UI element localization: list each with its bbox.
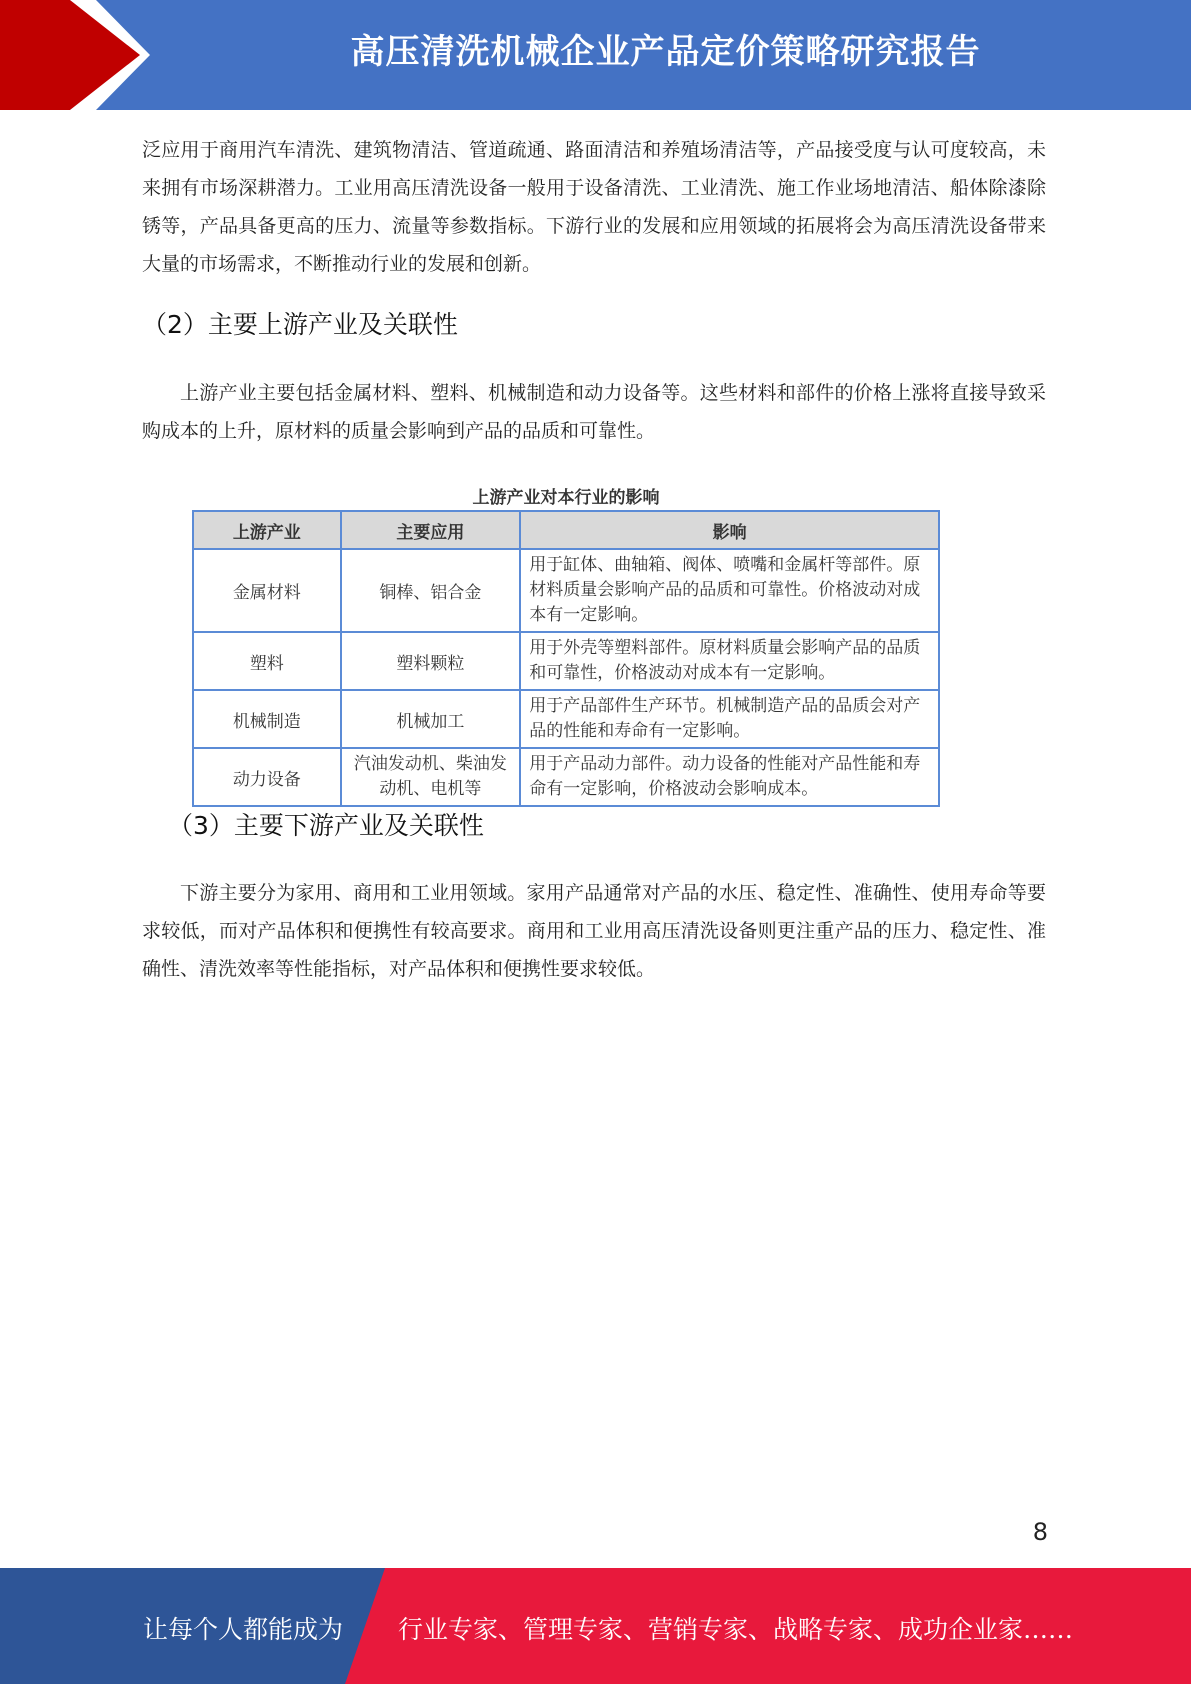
section-heading-3-block xyxy=(168,808,1072,844)
table-cell-application: 机械加工 xyxy=(341,690,521,748)
section-heading-2-block xyxy=(142,307,1046,343)
table-row xyxy=(193,748,939,806)
page-number: 8 xyxy=(1032,1518,1048,1546)
paragraph-downstream-intro: 泛应用于商用汽车清洗、建筑物清洁、管道疏通、路面清洁和养殖场清洁等，产品接受度与认可度较高，未来拥有市场深耕潜力。工业用高压清洗设备一般用于设备清洗、工业清洗、施工作业场地清洁、船体除漆除锈等，产品具备更高的压力、流量等参数指标。下游行业的发展和应用领域的拓展将会为高压清洗设备带来大量的市场需求，不断推动行业的发展和创新。 xyxy=(142,139,1046,275)
paragraph-upstream: 上游产业主要包括金属材料、塑料、机械制造和动力设备等。这些材料和部件的价格上涨将直接导致采购成本的上升，原材料的质量会影响到产品的品质和可靠性。 xyxy=(142,382,1046,442)
table-cell-industry: 动力设备 xyxy=(193,748,341,806)
table-cell-application: 塑料颗粒 xyxy=(341,632,521,690)
table-cell-application: 铜棒、铝合金 xyxy=(341,549,521,632)
table-cell-impact: 用于产品动力部件。动力设备的性能对产品性能和寿命有一定影响，价格波动会影响成本。 xyxy=(520,748,939,806)
table-cell-application: 汽油发动机、柴油发动机、电机等 xyxy=(341,748,521,806)
column-header: 主要应用 xyxy=(341,511,521,549)
table-cell-impact: 用于外壳等塑料部件。原材料质量会影响产品的品质和可靠性，价格波动对成本有一定影响。 xyxy=(520,632,939,690)
page-header xyxy=(0,0,1191,110)
footer-slogan-left: 让每个人都能成为 xyxy=(143,1615,344,1644)
table-cell-industry: 金属材料 xyxy=(193,549,341,632)
table-cell-impact: 用于产品部件生产环节。机械制造产品的品质会对产品的性能和寿命有一定影响。 xyxy=(520,690,939,748)
upstream-influence-table xyxy=(192,510,940,807)
table-row xyxy=(193,549,939,632)
table-row xyxy=(193,690,939,748)
table-cell-industry: 塑料 xyxy=(193,632,341,690)
report-title: 高压清洗机械企业产品定价策略研究报告 xyxy=(350,32,981,72)
page-footer xyxy=(0,1568,1191,1684)
footer-slogan-right: 行业专家、管理专家、营销专家、战略专家、成功企业家…… xyxy=(398,1615,1074,1644)
table-header-row xyxy=(193,511,939,549)
downstream-paragraph-block xyxy=(142,874,1046,988)
column-header: 上游产业 xyxy=(193,511,341,549)
paragraph-downstream: 下游主要分为家用、商用和工业用领域。家用产品通常对产品的水压、稳定性、准确性、使用寿命等要求较低，而对产品体积和便携性有较高要求。商用和工业用高压清洗设备则更注重产品的压力、稳定性、准确性、清洗效率等性能指标，对产品体积和便携性要求较低。 xyxy=(142,882,1046,980)
section-heading-upstream: （2）主要上游产业及关联性 xyxy=(142,310,458,339)
upstream-paragraph-block xyxy=(142,374,1046,450)
table-row xyxy=(193,632,939,690)
table-cell-impact: 用于缸体、曲轴箱、阀体、喷嘴和金属杆等部件。原材料质量会影响产品的品质和可靠性。价格波动对成本有一定影响。 xyxy=(520,549,939,632)
table-caption: 上游产业对本行业的影响 xyxy=(472,488,660,508)
intro-paragraph-block xyxy=(142,131,1046,283)
table-cell-industry: 机械制造 xyxy=(193,690,341,748)
section-heading-downstream: （3）主要下游产业及关联性 xyxy=(168,811,484,840)
column-header: 影响 xyxy=(520,511,939,549)
